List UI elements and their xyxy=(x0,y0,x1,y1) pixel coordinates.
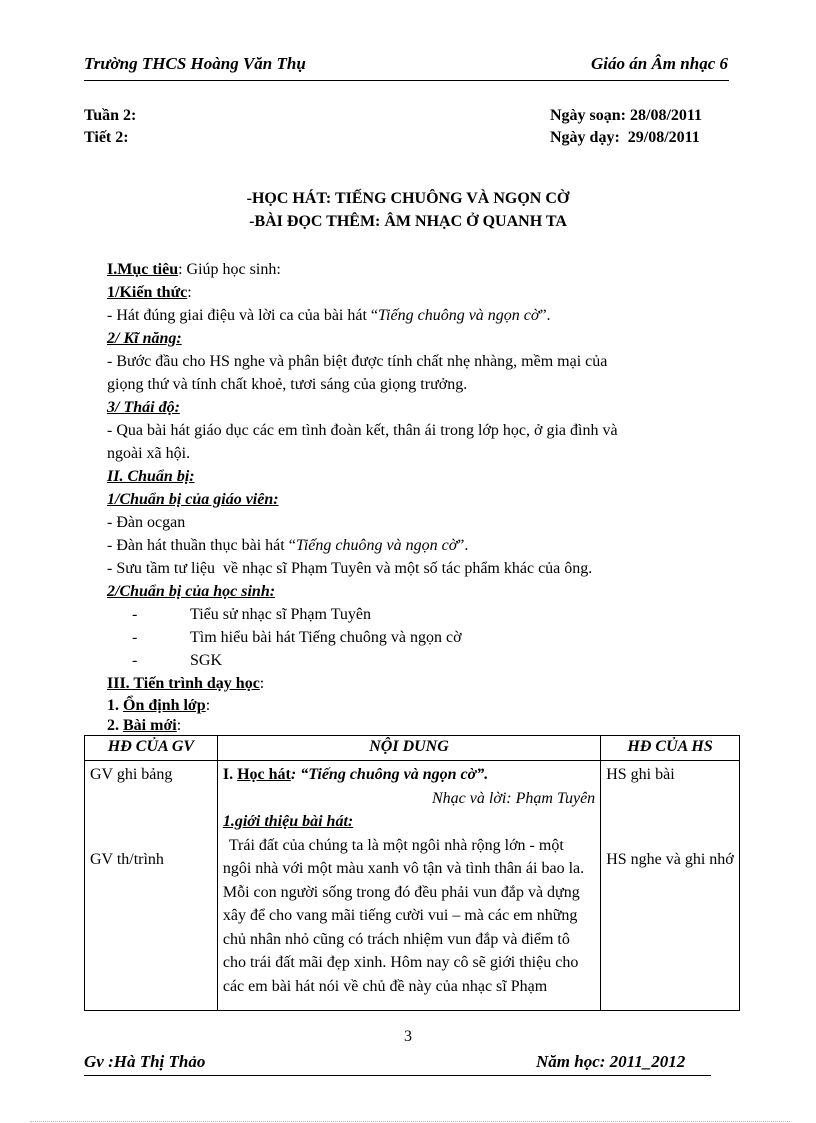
preparation-heading: II. Chuẩn bị: xyxy=(107,468,195,485)
student-prep-item: SGK xyxy=(190,652,223,669)
skills-line-1: - Bước đầu cho HS nghe và phân biệt được tính chất nhẹ nhàng, mềm mại của xyxy=(107,353,608,370)
period-label: Tiết 2: xyxy=(84,129,129,146)
student-activity-2: HS nghe và ghi nhớ xyxy=(606,850,734,868)
attitude-line-1: - Qua bài hát giáo dục các em tình đoàn kết, thân ái trong lớp học, ở gia đình và xyxy=(107,422,618,439)
content-subheading: 1.giới thiệu bài hát: xyxy=(222,813,354,830)
column-header-student: HĐ CỦA HS xyxy=(601,736,740,761)
week-label: Tuần 2: xyxy=(84,107,137,124)
lesson-activity-table xyxy=(84,735,740,1011)
knowledge-heading: 1/Kiến thức: xyxy=(107,284,192,301)
teacher-prep-item-3: - Sưu tầm tư liệu về nhạc sĩ Phạm Tuyên và một số tác phẩm khác của ông. xyxy=(107,560,593,577)
student-prep-bullet: - xyxy=(132,652,138,669)
lesson-title-1: -HỌC HÁT: TIẾNG CHUÔNG VÀ NGỌN CỜ xyxy=(246,190,570,207)
process-step-2: 2. Bài mới: xyxy=(107,717,182,734)
lesson-title-2: -BÀI ĐỌC THÊM: ÂM NHẠC Ở QUANH TA xyxy=(249,213,567,230)
student-prep-item: Tiểu sử nhạc sĩ Phạm Tuyên xyxy=(190,606,371,623)
teacher-activity-2: GV th/trình xyxy=(90,850,164,868)
teacher-name: Gv :Hà Thị Thảo xyxy=(84,1052,206,1071)
skills-heading: 2/ Kĩ năng: xyxy=(107,330,182,347)
student-prep-bullet: - xyxy=(132,629,138,646)
page-number: 3 xyxy=(404,1028,412,1045)
student-prep-bullet: - xyxy=(132,606,138,623)
attitude-line-2: ngoài xã hội. xyxy=(107,445,191,462)
process-heading: III. Tiến trình dạy học: xyxy=(107,675,265,692)
page-bottom-dotted-rule xyxy=(30,1121,790,1122)
teacher-prep-item-1: - Đàn ocgan xyxy=(107,514,186,531)
student-activity-1: HS ghi bài xyxy=(606,766,675,783)
teacher-prep-heading: 1/Chuẩn bị của giáo viên: xyxy=(107,491,279,508)
school-year: Năm học: 2011_2012 xyxy=(536,1052,686,1071)
process-step-1: 1. Ổn định lớp: xyxy=(107,697,211,714)
skills-line-2: giọng thứ và tính chất khoẻ, tươi sáng của giọng trưởng. xyxy=(107,376,468,393)
date-taught: Ngày dạy: 29/08/2011 xyxy=(550,129,700,146)
attitude-heading: 3/ Thái độ: xyxy=(107,399,180,416)
song-author: Nhạc và lời: Phạm Tuyên xyxy=(432,789,596,807)
content-cell xyxy=(217,761,600,1011)
objectives-heading: I.Mục tiêu: Giúp học sinh: xyxy=(107,261,281,278)
teacher-activity-cell xyxy=(85,761,218,1011)
content-paragraph: Trái đất của chúng ta là một ngôi nhà rộng lớn - một ngôi nhà với một màu xanh vô tận và tình thân ái bao la. Mỗi con người sống trong đó đều phải vun đắp và dựng xây để cho vang mãi tiếng cười vui – mà các em những chủ nhân nhỏ cũng có trách nhiệm vun đắp và điểm tô cho trái đất mãi đẹp xinh. Hôm nay cô sẽ giới thiệu cho các em bài hát nói về chủ đề này của nhạc sĩ Phạm xyxy=(222,836,585,995)
student-prep-item: Tìm hiểu bài hát Tiếng chuông và ngọn cờ xyxy=(190,629,462,646)
school-name: Trường THCS Hoàng Văn Thụ xyxy=(84,54,306,73)
date-prepared: Ngày soạn: 28/08/2011 xyxy=(550,107,703,124)
knowledge-text: - Hát đúng giai điệu và lời ca của bài hát “Tiếng chuông và ngọn cờ”. xyxy=(107,307,551,324)
column-header-content: NỘI DUNG xyxy=(217,736,600,761)
student-prep-heading: 2/Chuẩn bị của học sinh: xyxy=(107,583,276,600)
teacher-activity-1: GV ghi bảng xyxy=(90,766,173,783)
document-type: Giáo án Âm nhạc 6 xyxy=(591,54,728,73)
teacher-prep-item-2: - Đàn hát thuần thục bài hát “Tiếng chuông và ngọn cờ”. xyxy=(107,537,469,554)
header-rule xyxy=(84,80,729,81)
footer-rule xyxy=(84,1075,711,1076)
student-activity-cell xyxy=(601,761,740,1011)
content-heading: I. Học hát: “Tiếng chuông và ngọn cờ”. xyxy=(222,766,489,783)
column-header-teacher: HĐ CỦA GV xyxy=(85,736,218,761)
